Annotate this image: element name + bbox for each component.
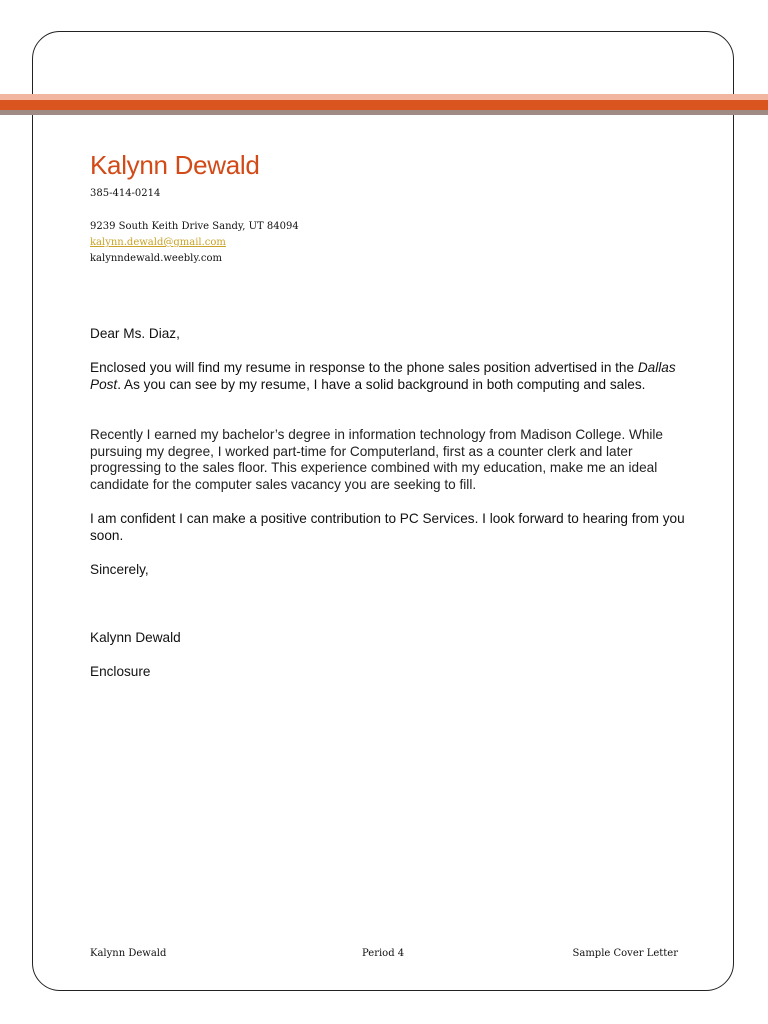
footer-right: Sample Cover Letter	[572, 948, 678, 959]
sender-website: kalynndewald.weebly.com	[90, 253, 222, 264]
signer-name: Kalynn Dewald	[90, 630, 181, 645]
paragraph-1-end: . As you can see by my resume, I have a solid background in both computing and sales.	[117, 376, 646, 392]
newspaper-name: Dallas Post	[90, 360, 676, 392]
closing: Sincerely,	[90, 562, 149, 577]
paragraph-1	[90, 360, 690, 393]
enclosure-note: Enclosure	[90, 664, 151, 679]
footer-center: Period 4	[362, 948, 405, 959]
paragraph-3: I am confident I can make a positive contribution to PC Services. I look forward to hearing from you soon.	[90, 511, 685, 543]
paragraph-2: Recently I earned my bachelor’s degree in information technology from Madison College. While pursuing my degree, I worked part-time for Computerland, first as a counter clerk and later progressing to the sales floor. This experience combined with my education, make me an ideal candidate for the computer sales vacancy you are seeking to fill.	[90, 427, 663, 492]
paragraph-1-start: Enclosed you will find my resume in response to the phone sales position advertised in the	[90, 360, 635, 375]
header-band-gray	[0, 110, 768, 115]
sender-name: Kalynn Dewald	[90, 150, 260, 180]
header-band-accent	[0, 100, 768, 110]
footer-left: Kalynn Dewald	[90, 948, 167, 959]
sender-address: 9239 South Keith Drive Sandy, UT 84094	[90, 221, 299, 232]
salutation: Dear Ms. Diaz,	[90, 326, 180, 341]
sender-email-link[interactable]: kalynn.dewald@gmail.com	[90, 237, 226, 248]
sender-phone: 385-414-0214	[90, 188, 161, 199]
